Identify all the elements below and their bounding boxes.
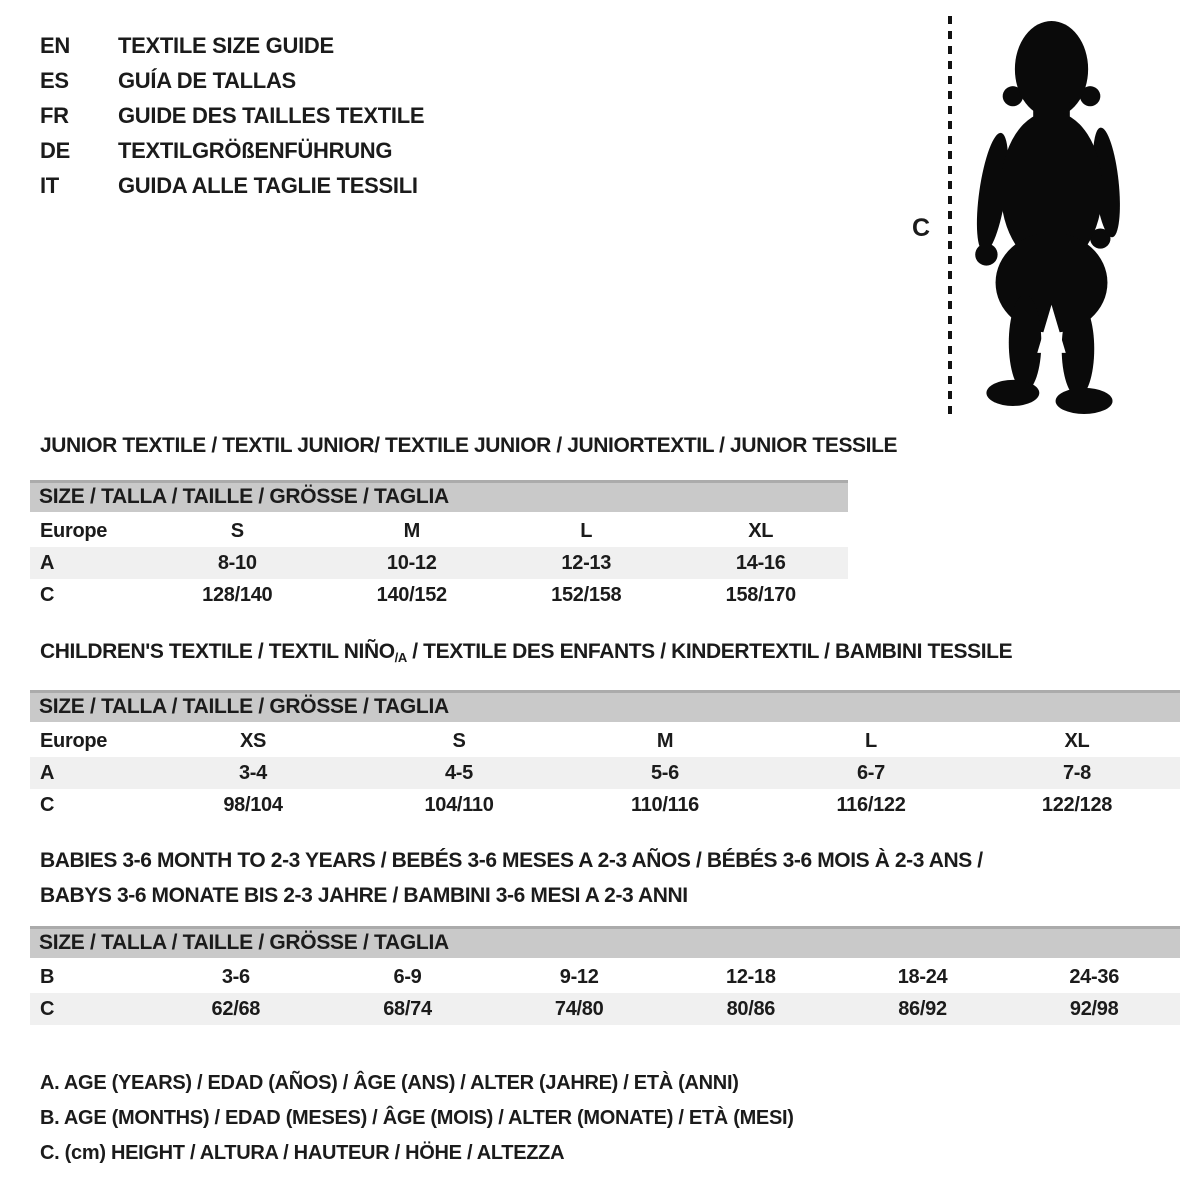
table-cell: 140/152: [376, 584, 447, 606]
language-row: [40, 168, 424, 203]
language-code: FR: [40, 103, 69, 128]
table-cell: M: [656, 730, 674, 752]
legend-line-b: B. AGE (MONTHS) / EDAD (MESES) / ÂGE (MOIS) / ALTER (MONATE) / ETÀ (MESI): [40, 1107, 794, 1129]
table-cell: 5-6: [650, 762, 679, 784]
table-cell: 18-24: [897, 966, 948, 988]
language-row: [40, 133, 424, 168]
table-row-europe: [30, 725, 1180, 757]
table-cell: 14-16: [735, 552, 786, 574]
table-cell: 62/68: [211, 998, 261, 1020]
language-code: ES: [40, 68, 69, 93]
table-cell: 9-12: [559, 966, 599, 988]
language-label: GUÍA DE TALLAS: [118, 68, 296, 93]
table-cell: XL: [748, 520, 774, 542]
table-cell: 110/116: [631, 794, 699, 816]
table-cell: 7-8: [1062, 762, 1091, 784]
table-cell: 4-5: [444, 762, 473, 784]
section-title-junior: JUNIOR TEXTILE / TEXTIL JUNIOR/ TEXTILE JUNIOR / JUNIORTEXTIL / JUNIOR TESSILE: [40, 434, 898, 457]
size-table-header: SIZE / TALLA / TAILLE / GRÖSSE / TAGLIA: [30, 926, 1180, 958]
table-row-europe: [30, 515, 848, 547]
table-row-months: [30, 961, 1180, 993]
section-title-babies-line2: BABYS 3-6 MONATE BIS 2-3 JAHRE / BAMBINI 3-6 MESI A 2-3 ANNI: [40, 884, 688, 907]
table-cell: 24-36: [1069, 966, 1120, 988]
table-cell: 10-12: [386, 552, 437, 574]
title-part: / TEXTILE DES ENFANTS / KINDERTEXTIL / BAMBINI TESSILE: [406, 640, 1013, 663]
table-cell: 74/80: [554, 998, 604, 1020]
foot-right: [1056, 388, 1113, 414]
row-label: A: [40, 552, 55, 574]
table-row-height: [30, 789, 1180, 821]
table-row-age: [30, 547, 848, 579]
leg-right: [1062, 301, 1095, 397]
legend-line-c: C. (cm) HEIGHT / ALTURA / HAUTEUR / HÖHE / ALTEZZA: [40, 1142, 565, 1164]
language-row: [40, 63, 424, 98]
table-cell: 3-4: [238, 762, 267, 784]
row-label: A: [40, 762, 55, 784]
language-label: GUIDA ALLE TAGLIE TESSILI: [118, 173, 418, 198]
table-cell: L: [580, 520, 593, 542]
table-row-age: [30, 757, 1180, 789]
title-subscript: /A: [394, 650, 407, 665]
table-cell: 98/104: [223, 794, 283, 816]
height-measure-label: C: [912, 214, 930, 242]
language-code: EN: [40, 33, 70, 58]
language-list: [40, 28, 424, 203]
table-cell: 152/158: [551, 584, 622, 606]
table-cell: 8-10: [217, 552, 257, 574]
table-cell: XL: [1064, 730, 1090, 752]
row-label: Europe: [40, 520, 108, 542]
hand-left: [975, 244, 997, 266]
table-cell: 68/74: [383, 998, 432, 1020]
language-label: GUIDE DES TAILLES TEXTILE: [118, 103, 425, 128]
table-cell: S: [230, 520, 244, 542]
junior-size-table: [30, 480, 848, 611]
language-code: DE: [40, 138, 70, 163]
section-title-children: [40, 640, 1012, 665]
table-cell: 3-6: [221, 966, 250, 988]
title-part: CHILDREN'S TEXTILE / TEXTIL NIÑO: [40, 640, 395, 663]
language-label: TEXTILE SIZE GUIDE: [118, 33, 334, 58]
height-dashed-line: [946, 16, 954, 420]
table-cell: 158/170: [725, 584, 796, 606]
row-label: B: [40, 966, 55, 988]
table-cell: XS: [239, 730, 267, 752]
table-cell: 12-18: [726, 966, 776, 988]
language-row: [40, 28, 424, 63]
table-row-height: [30, 993, 1180, 1025]
legend: [40, 1072, 794, 1177]
table-cell: 12-13: [561, 552, 612, 574]
row-label: C: [40, 998, 55, 1020]
table-cell: 86/92: [898, 998, 947, 1020]
legend-line-a: A. AGE (YEARS) / EDAD (AÑOS) / ÂGE (ANS) / ALTER (JAHRE) / ETÀ (ANNI): [40, 1072, 739, 1094]
children-size-table: [30, 690, 1180, 821]
size-table-header: SIZE / TALLA / TAILLE / GRÖSSE / TAGLIA: [30, 480, 848, 512]
size-table-header: SIZE / TALLA / TAILLE / GRÖSSE / TAGLIA: [30, 690, 1180, 722]
language-label: TEXTILGRÖßENFÜHRUNG: [118, 138, 393, 163]
table-cell: 92/98: [1069, 998, 1119, 1020]
row-label: C: [40, 794, 55, 816]
table-cell: L: [865, 730, 877, 752]
foot-left: [986, 380, 1039, 406]
table-cell: 104/110: [424, 794, 494, 816]
table-cell: 6-9: [393, 966, 422, 988]
section-title-babies-line1: BABIES 3-6 MONTH TO 2-3 YEARS / BEBÉS 3-6 MESES A 2-3 AÑOS / BÉBÉS 3-6 MOIS À 2-3 ANS /: [40, 849, 983, 872]
toddler-silhouette-image: [962, 14, 1140, 420]
table-cell: 122/128: [1041, 794, 1113, 816]
table-cell: M: [403, 520, 420, 542]
language-row: [40, 98, 424, 133]
babies-size-table: [30, 926, 1180, 1025]
table-cell: 128/140: [202, 584, 273, 606]
table-cell: S: [452, 730, 466, 752]
table-row-height: [30, 579, 848, 611]
row-label: Europe: [40, 730, 108, 752]
table-cell: 116/122: [836, 794, 906, 816]
leg-left: [1009, 295, 1042, 391]
table-cell: 80/86: [726, 998, 776, 1020]
language-code: IT: [40, 173, 59, 198]
row-label: C: [40, 584, 55, 606]
table-cell: 6-7: [856, 762, 885, 784]
